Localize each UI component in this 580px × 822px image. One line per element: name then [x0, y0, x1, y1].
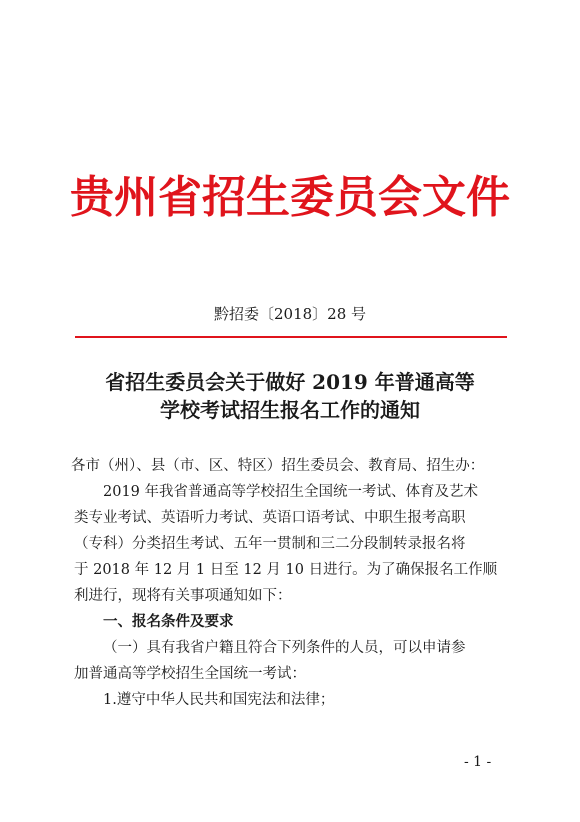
subsection-line: 加普通高等学校招生全国统一考试： [74, 666, 306, 682]
paragraph-line: （专科）分类招生考试、五年一贯制和三二分段制转录报名将 [74, 536, 466, 552]
document-number: 黔招委〔2018〕28 号 [213, 305, 367, 323]
list-item: 1.遵守中华人民共和国宪法和法律； [103, 692, 335, 708]
section-heading: 一、报名条件及要求 [103, 614, 234, 630]
red-divider-line [75, 336, 507, 338]
paragraph-line: 类专业考试、英语听力考试、英语口语考试、中职生报考高职 [74, 510, 466, 526]
paragraph-line: 于 2018 年 12 月 1 日至 12 月 10 日进行。为了确保报名工作顺 [74, 562, 498, 578]
addressee-line: 各市（州）、县（市、区、特区）招生委员会、教育局、招生办： [71, 458, 485, 474]
paragraph-line: 利进行，现将有关事项通知如下： [74, 588, 292, 604]
subsection-line: （一）具有我省户籍且符合下列条件的人员，可以申请参 [103, 640, 466, 656]
page-number: - 1 - [464, 754, 492, 770]
notice-title-line-1: 省招生委员会关于做好 2019 年普通高等 [105, 370, 475, 394]
notice-title [60, 368, 520, 424]
notice-body [71, 453, 506, 713]
issuer-header-title: 贵州省招生委员会文件 [70, 172, 510, 223]
notice-title-line-2: 学校考试招生报名工作的通知 [160, 398, 420, 422]
paragraph-line: 2019 年我省普通高等学校招生全国统一考试、体育及艺术 [103, 484, 479, 500]
